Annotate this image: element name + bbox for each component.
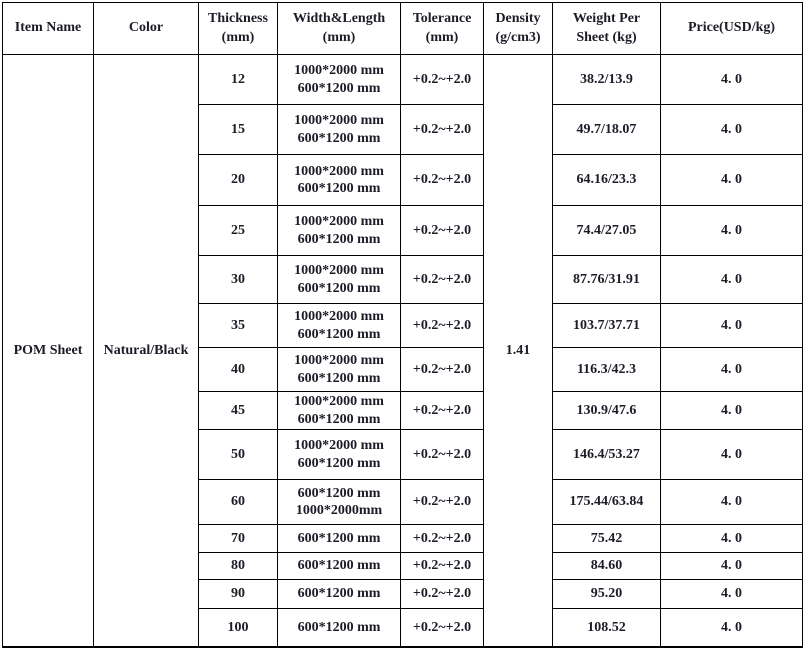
weight-cell: 84.60 bbox=[553, 553, 661, 580]
tolerance-cell: +0.2~+2.0 bbox=[401, 392, 484, 430]
price-cell: 4. 0 bbox=[661, 553, 803, 580]
weight-cell: 75.42 bbox=[553, 525, 661, 553]
tolerance-cell: +0.2~+2.0 bbox=[401, 525, 484, 553]
tolerance-cell: +0.2~+2.0 bbox=[401, 304, 484, 348]
tolerance-cell: +0.2~+2.0 bbox=[401, 480, 484, 525]
col-header-tolerance: Tolerance (mm) bbox=[401, 3, 484, 55]
thickness-cell: 40 bbox=[199, 348, 278, 392]
size-cell: 1000*2000 mm 600*1200 mm bbox=[278, 206, 401, 256]
tolerance-cell: +0.2~+2.0 bbox=[401, 553, 484, 580]
price-cell: 4. 0 bbox=[661, 155, 803, 206]
size-cell: 1000*2000 mm 600*1200 mm bbox=[278, 348, 401, 392]
price-cell: 4. 0 bbox=[661, 348, 803, 392]
col-header-color bbox=[94, 3, 199, 55]
header-row bbox=[3, 3, 803, 55]
size-cell: 600*1200 mm 1000*2000mm bbox=[278, 480, 401, 525]
weight-cell: 87.76/31.91 bbox=[553, 256, 661, 304]
size-cell: 600*1200 mm bbox=[278, 553, 401, 580]
thickness-cell: 30 bbox=[199, 256, 278, 304]
price-cell: 4. 0 bbox=[661, 430, 803, 480]
weight-cell: 116.3/42.3 bbox=[553, 348, 661, 392]
price-cell: 4. 0 bbox=[661, 206, 803, 256]
price-cell: 4. 0 bbox=[661, 105, 803, 155]
weight-cell: 95.20 bbox=[553, 580, 661, 609]
price-cell: 4. 0 bbox=[661, 55, 803, 105]
size-cell: 1000*2000 mm 600*1200 mm bbox=[278, 155, 401, 206]
thickness-cell: 70 bbox=[199, 525, 278, 553]
price-cell: 4. 0 bbox=[661, 256, 803, 304]
col-header-item-name-label: Item Name bbox=[14, 20, 82, 36]
spec-table bbox=[2, 2, 803, 648]
size-cell: 1000*2000 mm 600*1200 mm bbox=[278, 392, 401, 430]
thickness-cell: 20 bbox=[199, 155, 278, 206]
item-name-cell: POM Sheet bbox=[3, 55, 94, 647]
weight-cell: 175.44/63.84 bbox=[553, 480, 661, 525]
tolerance-cell: +0.2~+2.0 bbox=[401, 155, 484, 206]
col-header-weight: Weight Per Sheet (kg) bbox=[553, 3, 661, 55]
weight-cell: 146.4/53.27 bbox=[553, 430, 661, 480]
tolerance-cell: +0.2~+2.0 bbox=[401, 348, 484, 392]
tolerance-cell: +0.2~+2.0 bbox=[401, 609, 484, 647]
weight-cell: 38.2/13.9 bbox=[553, 55, 661, 105]
thickness-cell: 25 bbox=[199, 206, 278, 256]
thickness-cell: 90 bbox=[199, 580, 278, 609]
weight-cell: 130.9/47.6 bbox=[553, 392, 661, 430]
size-cell: 600*1200 mm bbox=[278, 580, 401, 609]
thickness-cell: 15 bbox=[199, 105, 278, 155]
price-cell: 4. 0 bbox=[661, 609, 803, 647]
density-cell: 1.41 bbox=[484, 55, 553, 647]
tolerance-cell: +0.2~+2.0 bbox=[401, 105, 484, 155]
tolerance-cell: +0.2~+2.0 bbox=[401, 206, 484, 256]
size-cell: 1000*2000 mm 600*1200 mm bbox=[278, 256, 401, 304]
weight-cell: 49.7/18.07 bbox=[553, 105, 661, 155]
col-header-thickness: Thickness (mm) bbox=[199, 3, 278, 55]
thickness-cell: 80 bbox=[199, 553, 278, 580]
tolerance-cell: +0.2~+2.0 bbox=[401, 580, 484, 609]
weight-cell: 74.4/27.05 bbox=[553, 206, 661, 256]
thickness-cell: 35 bbox=[199, 304, 278, 348]
weight-cell: 103.7/37.71 bbox=[553, 304, 661, 348]
tolerance-cell: +0.2~+2.0 bbox=[401, 55, 484, 105]
thickness-cell: 60 bbox=[199, 480, 278, 525]
size-cell: 600*1200 mm bbox=[278, 525, 401, 553]
thickness-cell: 100 bbox=[199, 609, 278, 647]
col-header-width-length: Width&Length (mm) bbox=[278, 3, 401, 55]
table-row bbox=[3, 55, 803, 105]
col-header-color-label: Color bbox=[128, 20, 164, 36]
col-header-item-name bbox=[3, 3, 94, 55]
weight-cell: 108.52 bbox=[553, 609, 661, 647]
thickness-cell: 12 bbox=[199, 55, 278, 105]
price-cell: 4. 0 bbox=[661, 580, 803, 609]
tolerance-cell: +0.2~+2.0 bbox=[401, 430, 484, 480]
thickness-cell: 45 bbox=[199, 392, 278, 430]
tolerance-cell: +0.2~+2.0 bbox=[401, 256, 484, 304]
size-cell: 1000*2000 mm 600*1200 mm bbox=[278, 105, 401, 155]
size-cell: 1000*2000 mm 600*1200 mm bbox=[278, 304, 401, 348]
price-cell: 4. 0 bbox=[661, 304, 803, 348]
thickness-cell: 50 bbox=[199, 430, 278, 480]
size-cell: 1000*2000 mm 600*1200 mm bbox=[278, 55, 401, 105]
price-cell: 4. 0 bbox=[661, 480, 803, 525]
size-cell: 600*1200 mm bbox=[278, 609, 401, 647]
price-cell: 4. 0 bbox=[661, 392, 803, 430]
weight-cell: 64.16/23.3 bbox=[553, 155, 661, 206]
col-header-price: Price(USD/kg) bbox=[661, 3, 803, 55]
size-cell: 1000*2000 mm 600*1200 mm bbox=[278, 430, 401, 480]
col-header-density: Density (g/cm3) bbox=[484, 3, 553, 55]
price-cell: 4. 0 bbox=[661, 525, 803, 553]
color-cell: Natural/Black bbox=[94, 55, 199, 647]
